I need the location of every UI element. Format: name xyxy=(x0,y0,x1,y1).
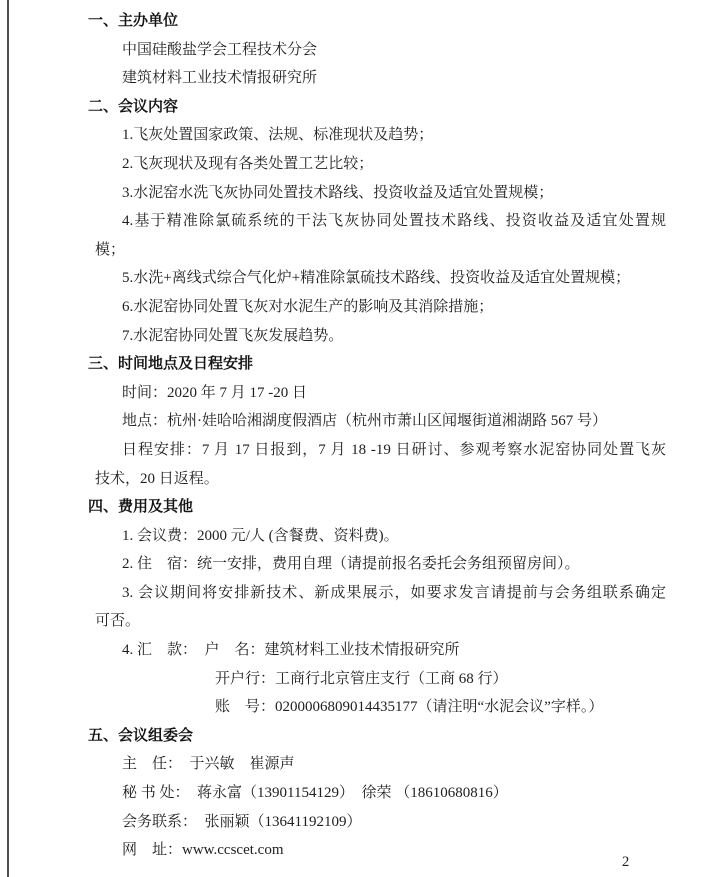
schedule-time: 时间：2020 年 7 月 17 -20 日 xyxy=(122,384,307,401)
committee-secretariat: 秘 书 处： 蒋永富（13901154129） 徐荣 （18610680816） xyxy=(122,785,508,802)
agenda-item-7: 7.水泥窑协同处置飞灰发展趋势。 xyxy=(122,327,344,344)
remittance-account-name: 4. 汇 款： 户 名：建筑材料工业技术情报研究所 xyxy=(122,642,460,659)
schedule-itinerary: 日程安排：7 月 17 日报到，7 月 18 -19 日研讨、参观考察水泥窑协同处置飞灰 xyxy=(122,441,666,458)
document-page xyxy=(0,7,726,865)
schedule-venue: 地点：杭州·娃哈哈湘湖度假酒店（杭州市萧山区闻堰街道湘湖路 567 号） xyxy=(122,413,607,430)
agenda-item-2: 2.飞灰现状及现有各类处置工艺比较； xyxy=(122,155,374,172)
schedule-itinerary-continuation: 技术，20 日返程。 xyxy=(95,470,219,487)
organizer-line-1: 中国硅酸盐学会工程技术分会 xyxy=(122,41,318,58)
agenda-item-1: 1.飞灰处置国家政策、法规、标准现状及趋势； xyxy=(122,127,434,144)
agenda-item-4-continuation: 模； xyxy=(95,241,126,258)
page-number: 2 xyxy=(622,854,630,870)
heading-fees: 四、费用及其他 xyxy=(88,499,194,516)
committee-director: 主 任： 于兴敏 崔源声 xyxy=(122,756,295,773)
fee-item-3-continuation: 可否。 xyxy=(95,613,141,630)
agenda-item-4: 4.基于精准除氯硫系统的干法飞灰协同处置技术路线、投资收益及适宜处置规 xyxy=(122,213,666,230)
fee-item-3: 3. 会议期间将安排新技术、新成果展示，如要求发言请提前与会务组联系确定 xyxy=(122,584,666,601)
heading-agenda: 二、会议内容 xyxy=(88,98,179,115)
committee-website: 网 址：www.ccscet.com xyxy=(122,842,284,859)
fee-item-2: 2. 住 宿：统一安排，费用自理（请提前报名委托会务组预留房间）。 xyxy=(122,556,580,573)
agenda-item-3: 3.水泥窑水洗飞灰协同处置技术路线、投资收益及适宜处置规模； xyxy=(122,184,554,201)
agenda-item-6: 6.水泥窑协同处置飞灰对水泥生产的影响及其消除措施； xyxy=(122,298,494,315)
remittance-account-number: 账 号：0200006809014435177（请注明“水泥会议”字样。） xyxy=(215,699,604,716)
committee-contact: 会务联系： 张丽颖（13641192109） xyxy=(122,813,362,830)
remittance-bank: 开户行：工商行北京管庄支行（工商 68 行） xyxy=(215,670,508,687)
fee-item-1: 1. 会议费：2000 元/人 (含餐费、资料费)。 xyxy=(122,527,399,544)
agenda-item-5: 5.水洗+离线式综合气化炉+精准除氯硫技术路线、投资收益及适宜处置规模； xyxy=(122,270,631,287)
organizer-line-2: 建筑材料工业技术情报研究所 xyxy=(122,70,318,87)
heading-schedule: 三、时间地点及日程安排 xyxy=(88,356,254,373)
heading-organizers: 一、主办单位 xyxy=(88,13,179,29)
heading-committee: 五、会议组委会 xyxy=(88,727,194,744)
